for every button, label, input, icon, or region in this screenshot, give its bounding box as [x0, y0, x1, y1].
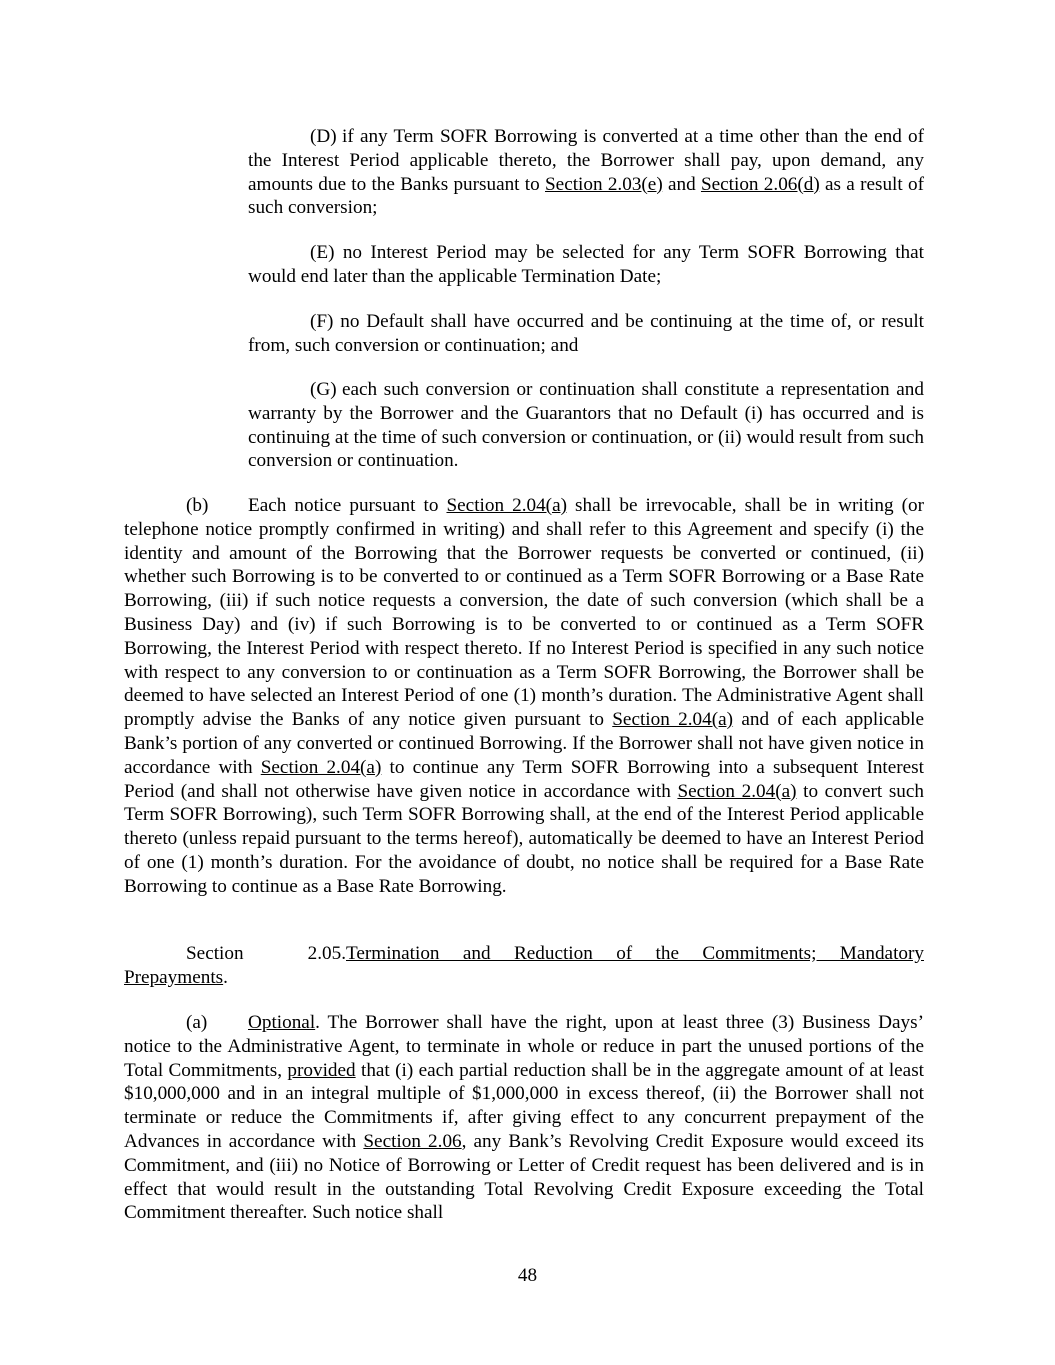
- clause-f: [248, 310, 924, 358]
- paragraph-b-text-5: to convert such Term SOFR Borrowing), such Term SOFR Borrowing shall, at the end of the Interest Period applicable thereto (unless repaid pursuant to the terms hereof), automatically be deemed to have an Interest Period of one (1) month’s duration. For the avoidance of doubt, no notice shall be required for a Base Rate Borrowing to continue as a Base Rate Borrowing.: [124, 780, 924, 897]
- section-2-04a-link-3[interactable]: Section 2.04(a): [260, 756, 382, 778]
- paragraph-b-text-2: shall be irrevocable, shall be in writing (or telephone notice promptly confirmed in writing) and shall refer to this Agreement and specify (i) the identity and amount of the Borrowing that the Borrower requests be converted or continued, (ii) whether such Borrowing is to be converted to or continued as a Term SOFR Borrowing or a Base Rate Borrowing, (iii) if such notice requests a conversion, the date of such conversion (which shall be a Business Day) and (iv) if such Borrowing is to be converted to or continued as a Term SOFR Borrowing, the Interest Period with respect thereto. If no Interest Period is specified in any such notice with respect to any conversion to or continuation as a Term SOFR Borrowing, the Borrower shall be deemed to have selected an Interest Period of one (1) month’s duration. The Administrative Agent shall promptly advise the Banks of any notice given pursuant to: [124, 495, 924, 731]
- clause-d-text-3: as a result of such conversion;: [248, 173, 924, 219]
- paragraph-a: [124, 1011, 924, 1225]
- section-2-04a-link-4[interactable]: Section 2.04(a): [677, 780, 797, 802]
- clause-d: [248, 125, 924, 220]
- section-2-06d-link[interactable]: Section 2.06(d): [700, 173, 820, 195]
- clause-g-text: each such conversion or continuation shall constitute a representation and warranty by the Borrower and the Guarantors that no Default (i) has occurred and is continuing at the time of such conversion or continuation, or (ii) would result from such conversion or continuation.: [248, 379, 924, 472]
- section-heading: [124, 942, 924, 990]
- provided-term: provided: [287, 1059, 356, 1081]
- section-2-03e-link[interactable]: Section 2.03(e): [545, 173, 663, 195]
- paragraph-b-label: (b): [186, 495, 209, 516]
- paragraph-a-heading: Optional: [248, 1012, 316, 1033]
- page-number: 48: [517, 1265, 538, 1286]
- paragraph-b-text-1: Each notice pursuant to: [248, 495, 447, 516]
- paragraph-b-text-4: to continue any Term SOFR Borrowing into a subsequent Interest Period (and shall not otherwise have given notice in accordance with: [124, 756, 924, 802]
- section-title-line-2: [124, 966, 924, 990]
- section-number: Section 2.05.: [186, 943, 346, 964]
- paragraph-a-label: (a): [186, 1012, 208, 1033]
- clause-d-label: (D): [310, 126, 337, 147]
- clause-e-text: (E) no Interest Period may be selected for any Term SOFR Borrowing that would end later than the applicable Termination Date;: [248, 242, 924, 287]
- clause-f-text: (F) no Default shall have occurred and be continuing at the time of, or result from, such conversion or continuation; and: [248, 311, 924, 356]
- clause-g-label: (G): [310, 379, 337, 400]
- section-title-continued: Prepayments: [124, 966, 224, 988]
- section-title: Termination and Reduction of the Commitments; Mandatory: [346, 943, 924, 964]
- clause-d-text-1: if any Term SOFR Borrowing is converted at a time other than the end of the Interest Period applicable thereto, the Borrower shall pay, upon demand, any amounts due to the Banks pursuant to: [248, 126, 924, 195]
- section-2-06-link[interactable]: Section 2.06: [363, 1130, 462, 1152]
- section-2-04a-link-1[interactable]: Section 2.04(a): [446, 495, 567, 516]
- clause-e: [248, 241, 924, 289]
- paragraph-b: [124, 494, 924, 899]
- clause-g: [248, 378, 924, 473]
- paragraph-a-text-3: , any Bank’s Revolving Credit Exposure would exceed its Commitment, and (iii) no Notice of Borrowing or Letter of Credit request has been delivered and is in effect that would result in the outstanding Total Revolving Credit Exposure exceeding the Total Commitment thereafter. Such notice shall: [124, 1130, 924, 1224]
- paragraph-b-text-3: and of each applicable Bank’s portion of any converted or continued Borrowing. If the Borrower shall not have given notice in accordance with: [124, 709, 925, 778]
- paragraph-a-text-2: that (i) each partial reduction shall be in the aggregate amount of at least $10,000,000 and in an integral multiple of $1,000,000 in excess thereof, (ii) the Borrower shall not terminate or reduce the Commitments if, after giving effect to any concurrent prepayment of the Advances in accordance with: [124, 1059, 924, 1152]
- section-title-period: .: [223, 966, 228, 988]
- section-title-line-1: [124, 942, 924, 966]
- section-2-04a-link-2[interactable]: Section 2.04(a): [612, 709, 734, 731]
- paragraph-a-text-1: . The Borrower shall have the right, upon at least three (3) Business Days’ notice to the Administrative Agent, to terminate in whole or reduce in part the unused portions of the Total Commitments,: [124, 1012, 924, 1081]
- clause-d-text-2: and: [662, 173, 701, 195]
